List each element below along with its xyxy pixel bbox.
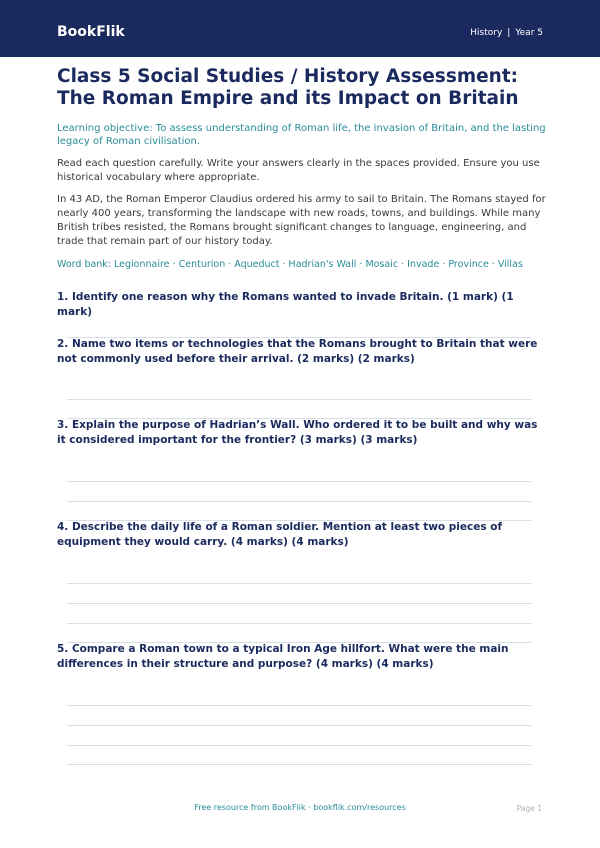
page-number: Page 1 — [516, 804, 542, 813]
header-bar — [0, 0, 600, 57]
answer-line[interactable] — [67, 705, 531, 706]
question-2: 2. Name two items or technologies that the Romans brought to Britain that were not commonly used before their arrival. (2 marks) (2 marks) — [57, 338, 538, 365]
word-bank: Word bank: Legionnaire · Centurion · Aqueduct · Hadrian's Wall · Mosaic · Invade · Province · Villas — [57, 259, 523, 270]
breadcrumb-subject[interactable]: History — [470, 28, 503, 38]
question-5: 5. Compare a Roman town to a typical Iron Age hillfort. What were the main differences in their structure and purpose? (4 marks) (4 marks) — [57, 643, 509, 670]
question-4: 4. Describe the daily life of a Roman soldier. Mention at least two pieces of equipment they would carry. (4 marks) (4 marks) — [57, 521, 503, 548]
answer-line[interactable] — [67, 481, 531, 482]
answer-line[interactable] — [67, 583, 531, 584]
answer-line[interactable] — [67, 725, 531, 726]
answer-line[interactable] — [67, 501, 531, 502]
page-title: Class 5 Social Studies / History Assessment: The Roman Empire and its Impact on Britain — [57, 66, 519, 109]
answer-line[interactable] — [67, 745, 531, 746]
question-1: 1. Identify one reason why the Romans wanted to invade Britain. (1 mark) (1 mark) — [57, 291, 514, 318]
answer-line[interactable] — [67, 603, 531, 604]
answer-line[interactable] — [67, 399, 531, 400]
footer-link[interactable]: Free resource from BookFlik · bookflik.com/resources — [194, 803, 406, 812]
question-3: 3. Explain the purpose of Hadrian’s Wall. Who ordered it to be built and why was it considered important for the frontier? (3 marks) (3 marks) — [57, 419, 538, 446]
breadcrumb — [470, 28, 543, 38]
learning-objective: Learning objective: To assess understanding of Roman life, the invasion of Britain, and the lasting legacy of Roman civilisation. — [57, 123, 546, 147]
breadcrumb-separator: | — [507, 28, 511, 38]
answer-line[interactable] — [67, 764, 531, 765]
instructions-text: Read each question carefully. Write your answers clearly in the spaces provided. Ensure you use historical vocabulary where appropriate. — [57, 158, 540, 183]
breadcrumb-year[interactable]: Year 5 — [515, 28, 543, 38]
brand-logo[interactable]: BookFlik — [57, 24, 125, 40]
answer-line[interactable] — [67, 623, 531, 624]
intro-text: In 43 AD, the Roman Emperor Claudius ordered his army to sail to Britain. The Romans stayed for nearly 400 years, transforming the landscape with new roads, towns, and buildings. While many British tribes resisted, the Romans brought significant changes to language, engineering, and trade that remain part of our history today. — [57, 194, 546, 247]
